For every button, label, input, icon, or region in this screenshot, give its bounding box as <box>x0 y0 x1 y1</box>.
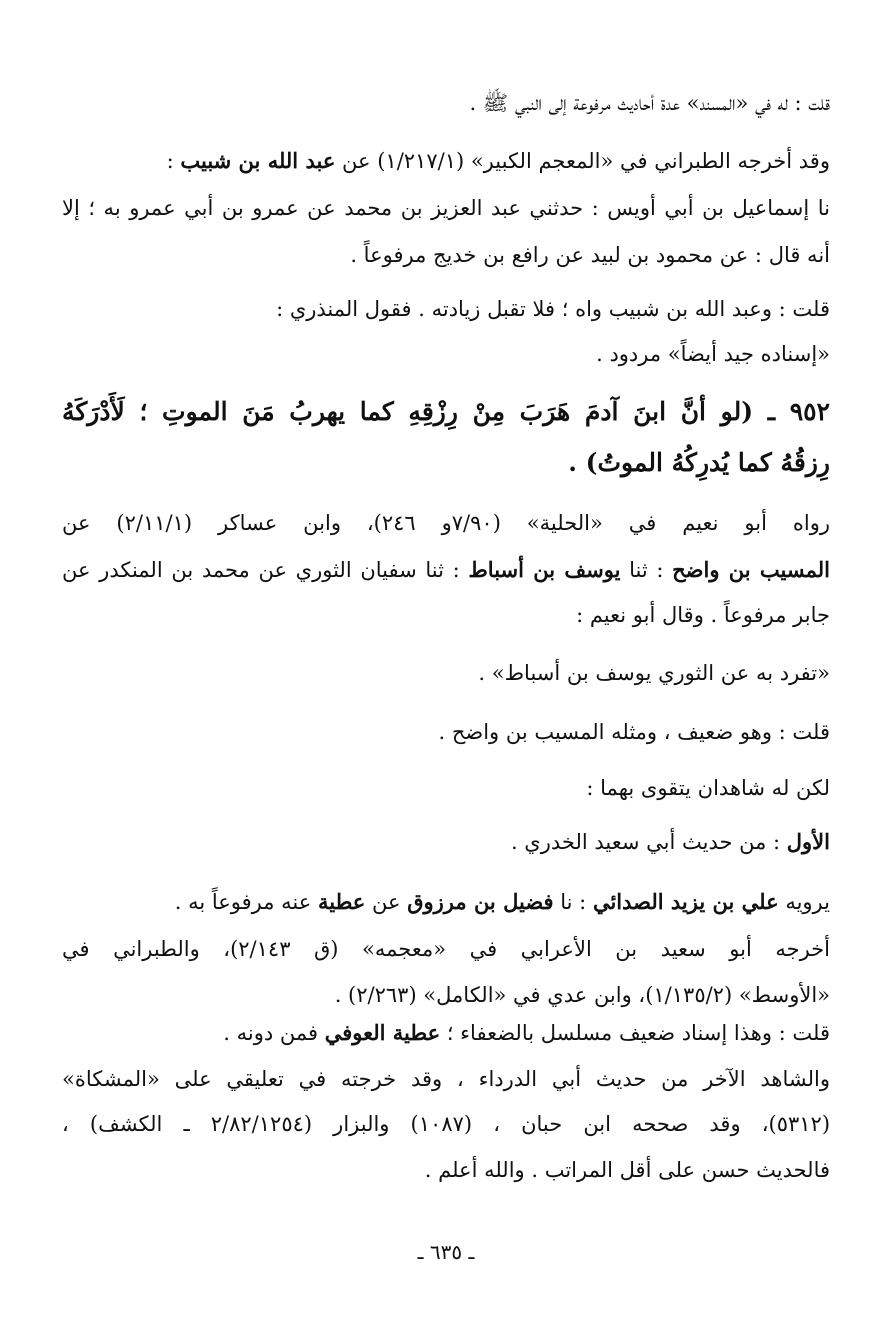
page-number: ـ ٦٣٥ ـ <box>417 1240 475 1264</box>
text-line: «الأوسط» (١/١٣٥/٢)، وابن عدي في «الكامل» (٢/٢٦٣) . <box>334 983 830 1007</box>
narrator-name: علي بن يزيد الصدائي <box>592 889 779 914</box>
text-line: نا إسماعيل بن أبي أويس : حدثني عبد العزيز بن محمد عن عمرو بن أبي عمرو به ؛ إلا <box>62 196 830 220</box>
narrator-name: عطية العوفي <box>324 1020 441 1045</box>
text-line: المسيب بن واضح : ثنا يوسف بن أسباط : ثنا سفيان الثوري عن محمد بن المنكدر عن <box>62 557 830 582</box>
text-line: رواه أبو نعيم في «الحلية» (٧/٩٠و ٢٤٦)، وابن عساكر (٢/١١/١) عن <box>62 511 830 535</box>
text-line: قلت : له في «المسند» عدة أحاديث مرفوعة إلى النبي ﷺ . <box>469 91 830 115</box>
hadith-heading: ٩٥٢ ـ (لو أنَّ ابنَ آدمَ هَرَبَ مِنْ رِزْقِهِ كما يهربُ مَنَ الموتِ ؛ لَأَدْرَكَهُ <box>62 397 830 426</box>
text-line: أخرجه أبو سعيد بن الأعرابي في «معجمه» (ق ٢/١٤٣)، والطبراني في <box>62 937 830 961</box>
text-line: «إسناده جيد أيضاً» مردود . <box>596 342 830 366</box>
text-line: الأول : من حديث أبي سعيد الخدري . <box>510 829 830 854</box>
narrator-name: عبد الله بن شبيب <box>180 148 336 173</box>
text-line: لكن له شاهدان يتقوى بهما : <box>586 776 830 800</box>
text-line: والشاهد الآخر من حديث أبي الدرداء ، وقد خرجته في تعليقي على «المشكاة» <box>62 1067 830 1091</box>
narrator-name: عطية <box>317 889 366 914</box>
text-line: قلت : وهو ضعيف ، ومثله المسيب بن واضح . <box>438 720 830 744</box>
section-label: الأول <box>786 829 830 854</box>
narrator-name: المسيب بن واضح <box>672 557 830 582</box>
hadith-heading: رِزقُهُ كما يُدرِكُهُ الموتُ) . <box>568 448 830 477</box>
text-line: فالحديث حسن على أقل المراتب . والله أعلم . <box>424 1158 830 1182</box>
text-line: قلت : وهذا إسناد ضعيف مسلسل بالضعفاء ؛ عطية العوفي فمن دونه . <box>223 1020 830 1045</box>
text-line: (٥٣١٢)، وقد صححه ابن حبان ، (١٠٨٧) والبزار (٢/٨٢/١٢٥٤ ـ الكشف) ، <box>62 1112 831 1136</box>
text-line: جابر مرفوعاً . وقال أبو نعيم : <box>576 603 830 627</box>
text-line: قلت : وعبد الله بن شبيب واه ؛ فلا تقبل زيادته . فقول المنذري : <box>276 297 830 321</box>
text-line: وقد أخرجه الطبراني في «المعجم الكبير» (١/٢١٧/١) عن عبد الله بن شبيب : <box>166 148 830 173</box>
text-line: «تفرد به عن الثوري يوسف بن أسباط» . <box>478 661 830 685</box>
narrator-name: يوسف بن أسباط <box>468 557 621 582</box>
text-line: يرويه علي بن يزيد الصدائي : نا فضيل بن مرزوق عن عطية عنه مرفوعاً به . <box>174 889 830 914</box>
text-line: أنه قال : عن محمود بن لبيد عن رافع بن خديج مرفوعاً . <box>350 243 830 267</box>
narrator-name: فضيل بن مرزوق <box>407 889 554 914</box>
